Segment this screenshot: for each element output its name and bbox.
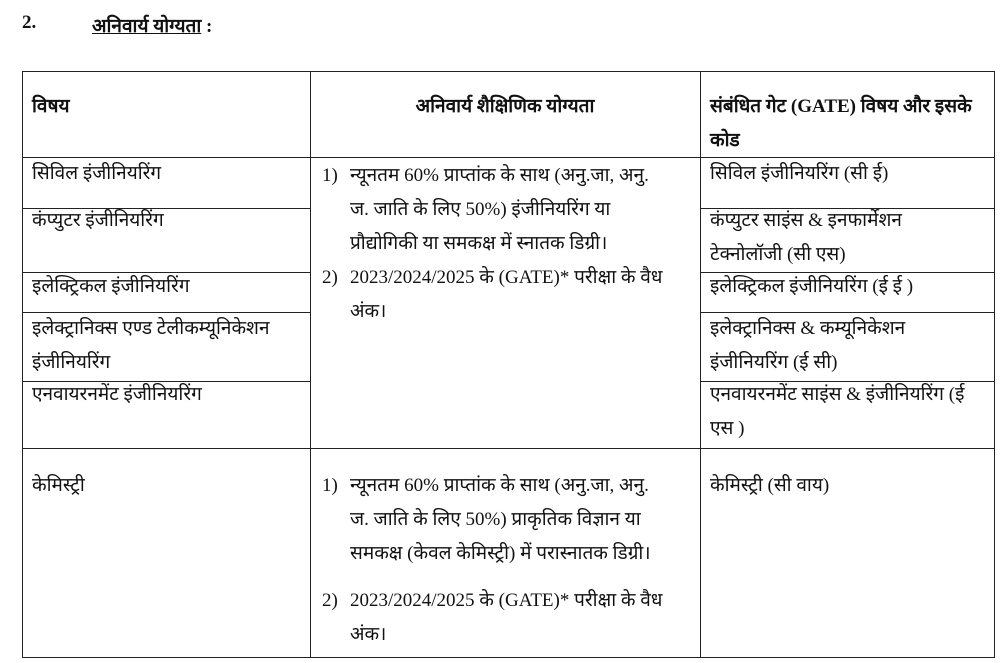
gate-cell: कंप्युटर साइंस & इनफार्मेशन टेक्नोलॉजी (सी एस)	[710, 210, 902, 265]
section-number: 2.	[22, 12, 37, 33]
header-qualification: अनिवार्य शैक्षिणिक योग्यता	[415, 96, 595, 117]
item-number: 2)	[322, 267, 338, 288]
gate-cell: सिविल इंजीनियरिंग (सी ई)	[710, 163, 889, 184]
section-title: अनिवार्य योग्यता :	[92, 16, 213, 37]
header-gate-subject: संबंधित गेट (GATE) विषय और इसके कोड	[710, 96, 972, 151]
gate-cell: केमिस्ट्री (सी वाय)	[710, 475, 830, 496]
column-divider-1	[310, 71, 311, 658]
subject-cell: कंप्युटर इंजीनियरिंग	[32, 210, 164, 231]
subject-cell: केमिस्ट्री	[32, 475, 85, 496]
table-border-bottom	[22, 657, 995, 658]
item-text: न्यूनतम 60% प्राप्तांक के साथ (अनु.जा, अनु. ज. जाति के लिए 50%) प्राकृतिक विज्ञान या समकक्ष (केवल केमिस्ट्री) में परास्नातक डिग्री।	[350, 475, 651, 564]
subject-cell: इलेक्ट्रानिक्स एण्ड टेलीकम्यूनिकेशन इंजीनियरिंग	[32, 318, 270, 373]
item-text: न्यूनतम 60% प्राप्तांक के साथ (अनु.जा, अनु. ज. जाति के लिए 50%) इंजीनियरिंग या प्रौद्योगिकी या समकक्ष में स्नातक डिग्री।	[350, 165, 649, 254]
table-border-top	[22, 71, 995, 72]
table-border-left	[22, 71, 23, 658]
column-divider-2	[700, 71, 701, 658]
header-subject: विषय	[32, 96, 70, 117]
table-border-right	[994, 71, 995, 658]
item-text: 2023/2024/2025 के (GATE)* परीक्षा के वैध अंक।	[350, 590, 663, 645]
qualification-table	[22, 71, 995, 658]
subject-cell: एनवायरनमेंट इंजीनियरिंग	[32, 384, 202, 405]
gate-cell: एनवायरनमेंट साइंस & इंजीनियरिंग (ई एस )	[710, 384, 965, 439]
item-number: 2)	[322, 590, 338, 611]
gate-cell: इलेक्ट्रानिक्स & कम्यूनिकेशन इंजीनियरिंग (ई सी)	[710, 318, 906, 373]
item-number: 1)	[322, 165, 338, 186]
gate-cell: इलेक्ट्रिकल इंजीनियरिंग (ई ई )	[710, 276, 914, 297]
subject-cell: इलेक्ट्रिकल इंजीनियरिंग	[32, 276, 190, 297]
item-text: 2023/2024/2025 के (GATE)* परीक्षा के वैध अंक।	[350, 267, 663, 322]
item-number: 1)	[322, 475, 338, 496]
subject-cell: सिविल इंजीनियरिंग	[32, 163, 162, 184]
group-divider	[22, 448, 995, 449]
